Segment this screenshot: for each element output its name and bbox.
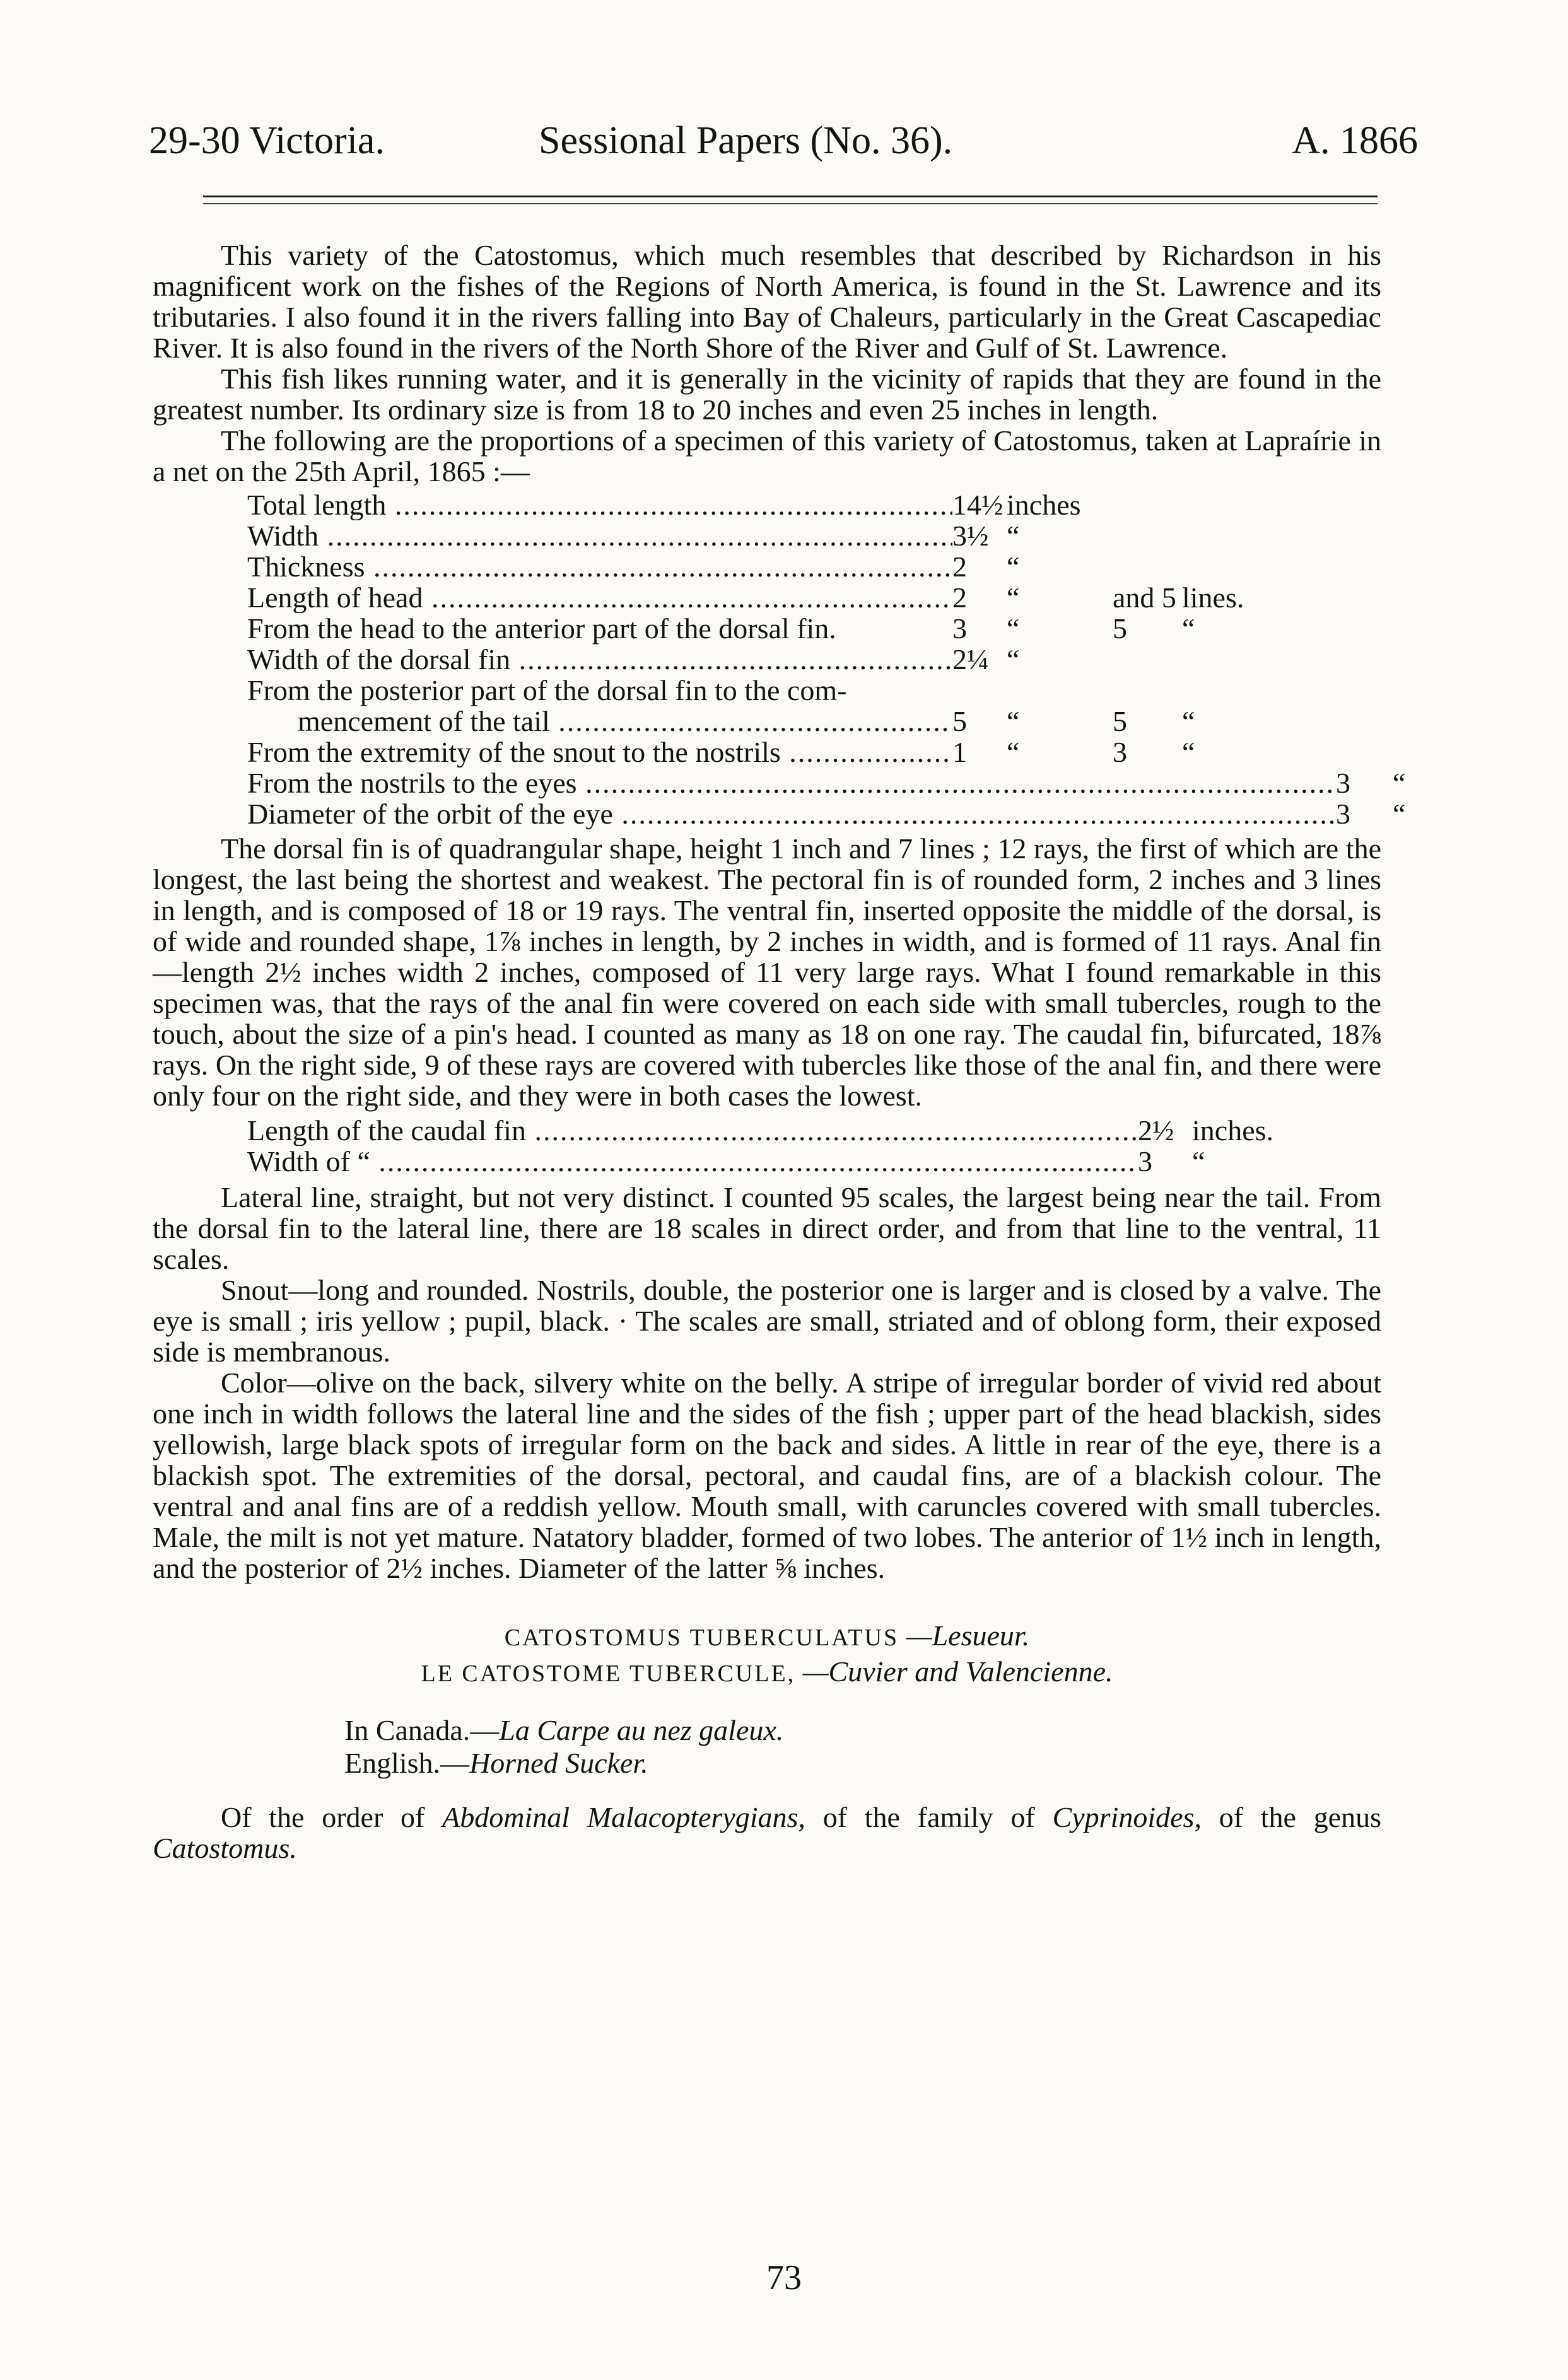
measurement-lines-value: 3 [1336, 798, 1350, 830]
measurements-table [247, 489, 1465, 829]
species-french-author: —Cuvier and Valencienne. [802, 1655, 1113, 1688]
running-header [149, 119, 1418, 175]
measurement-row [247, 551, 1465, 582]
paragraph-color: Color—olive on the back, silvery white on the belly. A stripe of irregular border of vivid red about one inch in width follows the lateral line and the sides of the fish ; upper part of the head blackish, sides yellowish, large black spots of irregular form on the back and sides. A little in rear of the eye, there is a blackish spot. The extremities of the dorsal, pectoral, and caudal fins, are of a blackish colour. The ventral and anal fins are of a reddish yellow. Mouth small, with caruncles covered with small tubercles. Male, the milt is not yet mature. Natatory bladder, formed of two lobes. The anterior of 1½ inch in length, and the posterior of 2½ inches. Diameter of the latter ⅝ inches. [153, 1367, 1381, 1584]
measurement-label: From the head to the anterior part of the dorsal fin. [247, 612, 836, 645]
classification-order: Abdominal Malacopterygians, [442, 1801, 805, 1833]
paragraph-fins: The dorsal fin is of quadrangular shape, height 1 inch and 7 lines ; 12 rays, the first of which are the longest, the last being the shortest and weakest. The pectoral fin is of rounded form, 2 inches and 3 lines in length, and is composed of 18 or 19 rays. The ventral fin, inserted opposite the middle of the dorsal, is of wide and rounded shape, 1⅞ inches in length, by 2 inches in width, and is formed of 11 rays. Anal fin—length 2½ inches width 2 inches, composed of 11 very large rays. What I found remarkable in this specimen was, that the rays of the anal fin were covered on each side with small tubercles, rough to the touch, about the size of a pin's head. I counted as many as 18 on one ray. The caudal fin, bifurcated, 18⅞ rays. On the right side, 9 of these rays are covered with tubercles like those of the anal fin, and there were only four on the right side, and they were in both cases the lowest. [153, 832, 1381, 1112]
measurement-lines-unit: “ [1182, 705, 1195, 737]
classification-family: Cyprinoides, [1052, 1801, 1202, 1833]
species-heading [153, 1620, 1381, 1689]
measurement-unit: “ [1007, 705, 1020, 737]
species-author: —Lesueur. [906, 1619, 1030, 1652]
species-line-1 [153, 1620, 1381, 1654]
measurement-label: Thickness ..... [247, 551, 952, 582]
classification-genus: Catostomus. [153, 1832, 297, 1864]
measurement-lines-unit: “ [1182, 736, 1195, 768]
measurement-label: Width of the dorsal fin ..... [247, 644, 952, 675]
measurement-unit: “ [1007, 581, 1020, 614]
common-names [344, 1715, 1381, 1780]
measurement-unit: inches [1007, 489, 1081, 521]
paragraph-snout: Snout—long and rounded. Nostrils, double, the posterior one is larger and is closed by a valve. The eye is small ; iris yellow ; pupil, black. · The scales are small, striated and of oblong form, their exposed side is membranous. [153, 1274, 1381, 1368]
measurement-lines-value: 5 [1113, 705, 1127, 737]
caudal-value: 3 [1138, 1145, 1152, 1177]
header-papers: Sessional Papers (No. 36). [539, 119, 953, 162]
species-french-name: LE CATOSTOME TUBERCULE, [421, 1660, 796, 1687]
caudal-unit: “ [1192, 1145, 1205, 1177]
english-label: English.— [344, 1747, 470, 1779]
measurement-label: From the extremity of the snout to the nostrils ..... [247, 737, 952, 767]
header-rule-thin [203, 203, 1378, 204]
measurement-unit: “ [1007, 643, 1020, 675]
measurement-lines-value: 3 [1113, 736, 1127, 768]
caudal-row [247, 1115, 1465, 1146]
measurement-lines-value: and 5 [1113, 581, 1176, 614]
measurement-lines-unit: “ [1182, 612, 1195, 645]
paragraph-habitat: This fish likes running water, and it is generally in the vicinity of rapids that they are found in the greatest number. Its ordinary size is from 18 to 20 inches and even 25 inches in length. [153, 363, 1381, 426]
caudal-table [247, 1115, 1465, 1177]
species-name: CATOSTOMUS TUBERCULATUS [504, 1625, 899, 1651]
header-session: 29-30 Victoria. [149, 119, 385, 162]
caudal-value: 2½ [1138, 1114, 1174, 1146]
measurement-value: 3½ [952, 520, 989, 552]
measurement-row-multiline-first [247, 675, 1465, 706]
measurement-unit: “ [1007, 551, 1020, 583]
measurement-value: 2¼ [952, 643, 989, 675]
paragraph-classification [153, 1802, 1381, 1864]
measurement-lines-value: 5 [1113, 612, 1127, 645]
page-body [153, 239, 1406, 1864]
measurement-row [247, 737, 1465, 767]
measurement-label: Diameter of the orbit of the eye ..... [247, 798, 1336, 829]
measurement-value: 14½ [952, 489, 1003, 521]
measurement-value: 2 [952, 581, 967, 614]
paragraph-lateral-line: Lateral line, straight, but not very distinct. I counted 95 scales, the largest being near the tail. From the dorsal fin to the lateral line, there are 18 scales in direct order, and from that line to the ventral, 11 scales. [153, 1181, 1381, 1275]
measurement-label: Width ..... [247, 520, 952, 551]
measurement-lines-unit: “ [1393, 798, 1406, 830]
canada-label: In Canada.— [344, 1714, 500, 1746]
measurement-value: 3 [952, 612, 967, 645]
caudal-unit: inches. [1192, 1114, 1274, 1146]
measurement-label: Total length ..... [247, 489, 952, 520]
measurement-row [247, 644, 1465, 675]
canada-name: La Carpe au nez galeux. [499, 1714, 784, 1746]
measurement-row [247, 520, 1465, 551]
classification-text: Of the order of [221, 1801, 425, 1833]
caudal-label: Length of the caudal fin ..... [247, 1115, 1138, 1146]
measurement-value: 5 [952, 705, 967, 737]
common-name-english [344, 1747, 1381, 1780]
measurement-unit: “ [1007, 612, 1020, 645]
classification-text: of the genus [1219, 1801, 1382, 1833]
caudal-row [247, 1146, 1465, 1177]
measurement-lines-unit: lines. [1182, 581, 1244, 614]
measurement-label-continued: mencement of the tail ..... [247, 706, 952, 737]
species-line-2 [153, 1656, 1381, 1689]
caudal-label: Width of “ ..... [247, 1146, 1138, 1177]
paragraph-proportions-intro: The following are the proportions of a specimen of this variety of Catostomus, taken at Lapraírie in a net on the 25th April, 1865 :— [153, 424, 1381, 487]
english-name: Horned Sucker. [469, 1747, 648, 1779]
measurement-row [247, 489, 1465, 520]
page-number: 73 [766, 2258, 802, 2297]
measurement-lines-unit: “ [1393, 767, 1406, 799]
measurement-row [247, 582, 1465, 613]
header-year: A. 1866 [1292, 119, 1418, 162]
classification-text: of the family of [822, 1801, 1035, 1833]
measurement-label: From the nostrils to the eyes ..... [247, 767, 1336, 798]
measurement-value: 1 [952, 736, 967, 768]
common-name-canada [344, 1715, 1381, 1747]
measurement-unit: “ [1007, 520, 1020, 552]
paragraph-distribution: This variety of the Catostomus, which much resembles that described by Richardson in his magnificent work on the fishes of the Regions of North America, is found in the St. Lawrence and its tributaries. I also found it in the rivers falling into Bay of Chaleurs, particularly in the Great Cascapediac River. It is also found in the rivers of the North Shore of the River and Gulf of St. Lawrence. [153, 239, 1381, 364]
measurement-unit: “ [1007, 736, 1020, 768]
measurement-lines-value: 3 [1336, 767, 1350, 799]
measurement-row [247, 798, 1465, 829]
measurement-row [247, 767, 1465, 798]
measurement-row [247, 613, 1465, 644]
measurement-value: 2 [952, 551, 967, 583]
measurement-label: Length of head ..... [247, 582, 952, 613]
measurement-row [247, 706, 1465, 737]
header-rule [203, 195, 1378, 197]
measurement-label: From the posterior part of the dorsal fin to the com- [247, 674, 847, 706]
